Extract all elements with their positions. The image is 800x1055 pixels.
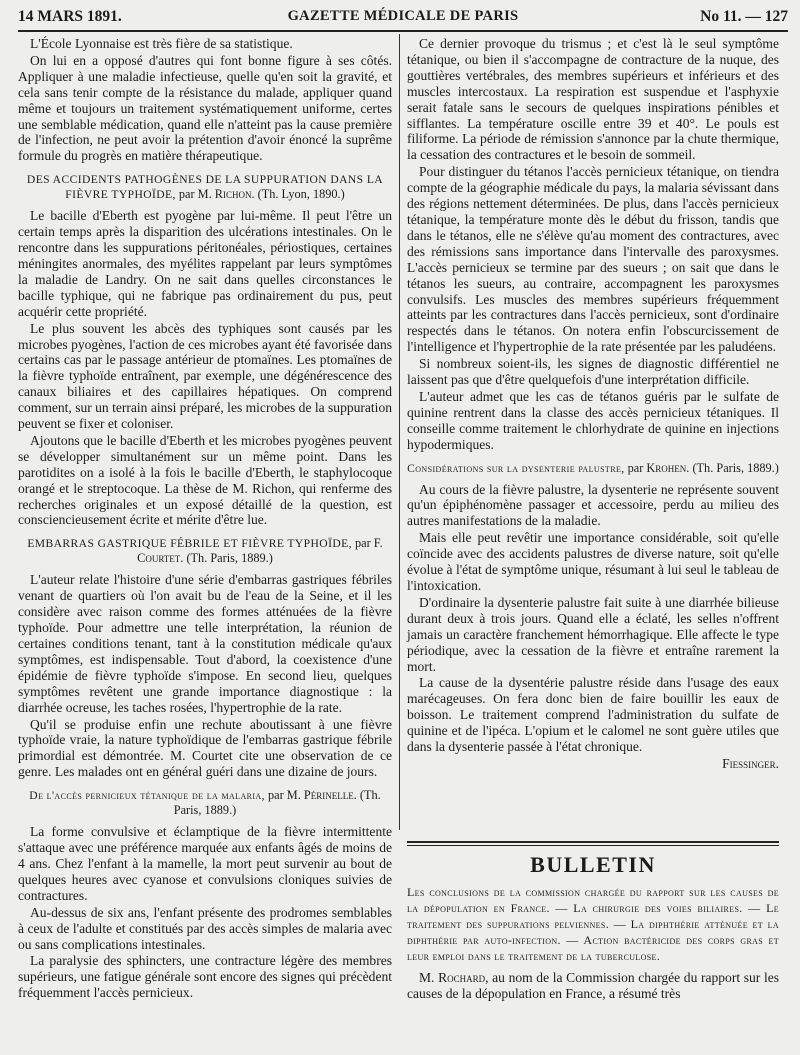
signature-name: Fiessinger. xyxy=(722,755,779,771)
article-paragraph: Ce dernier provoque du trismus ; et c'est là le seul symptôme tétanique, ou bien il s'accompagne de contracture de la nuque, des gouttières vertébrales, des membres supérieurs et inférieurs et des muscles intercostaux. La respiration est suspendue et l'asphyxie serait fatale sans le secours de quelques inspirations pénibles et sifflantes. La température oscille entre 39 et 40°. Le pouls est filiforme. La période de rémission s'annonce par la chute thermique, la cessation des contractures et le besoin de sommeil. xyxy=(407,36,779,163)
article-paragraph: L'auteur relate l'histoire d'une série d'embarras gastriques fébriles venant de quartiers où l'on avait bu de l'eau de la Seine, et il les considère avec raison comme des formes atténuées de la fièvre typhoïde. Pour admettre une telle interprétation, la réunion de certaines conditions tenant, tant à la constitution médicale qu'aux symptômes, est indispensable. Tout d'abord, la coexistence d'une épidémie de fièvre typhoïde s'impose. En second lieu, quelques symptômes revêtent une grande importance diagnostique : la diarrhée ocreuse, les taches rosées, l'hypertrophie de la rate. xyxy=(18,572,392,715)
bulletin-summary: Les conclusions de la commission chargée du rapport sur les causes de la dépopulation en France. — La chirurgie des voies biliaires. — Le traitement des suppurations pelviennes. — La diphthérie atténuée et la diphthérie par auto-infection. — Action bactéricide des corps gras et leur emploi dans le traitement de la tuberculose. xyxy=(407,885,779,963)
article-paragraph: Mais elle peut revêtir une importance considérable, soit qu'elle coïncide avec des accidents palustres de diverse nature, soit qu'elle évolue à l'état de symptôme unique, résumant à lui seul le tableau de l'intoxication. xyxy=(407,530,779,593)
article-reference: (Th. Paris, 1889.) xyxy=(186,551,273,566)
article-author: Périnelle. xyxy=(303,788,357,803)
bulletin-text-body: au nom de la Commission chargée du rapport sur les causes de la dépopulation en France, a résumé très xyxy=(407,970,779,1001)
journal-title: GAZETTE MÉDICALE DE PARIS xyxy=(287,8,519,24)
article-author: Krohen. xyxy=(646,460,690,475)
bulletin-text xyxy=(407,970,779,1002)
article-paragraph: Qu'il se produise enfin une rechute aboutissant à une fièvre typhoïde vraie, la nature typhoïdique de l'embarras gastrique fébrile primordial est démontrée. M. Courtet cite une observation de ce genre. Les malades ont en général guéri dans une dizaine de jours. xyxy=(18,716,392,780)
article-paragraph: L'auteur admet que les cas de tétanos guéris par le sulfate de quinine rentrent dans la classe des accès pernicieux tétaniques. Il conseille comme traitement le chlorhydrate de quinine en injections hypodermiques. xyxy=(407,388,779,452)
bulletin-rule xyxy=(407,841,779,843)
bulletin-section xyxy=(407,852,779,1002)
intro-paragraph: L'École Lyonnaise est très fière de sa statistique. xyxy=(30,36,293,51)
article-reference: (Th. Paris, 1889.) xyxy=(692,460,779,475)
article-title: Considérations sur la dysenterie palustre, xyxy=(407,461,625,475)
article-paragraph: Au cours de la fièvre palustre, la dysenterie ne représente souvent qu'un épiphénomène passager et accessoire, perdu au milieu des autres manifestations de la maladie. xyxy=(407,481,779,529)
article-heading-suppuration xyxy=(18,172,392,202)
author-prefix: par xyxy=(627,460,644,475)
article-title: DES ACCIDENTS PATHOGÈNES DE LA SUPPURATION DANS LA FIÈVRE TYPHOÏDE, xyxy=(26,173,384,202)
article-heading-dysenterie xyxy=(407,461,779,476)
article-paragraph: D'ordinaire la dysenterie palustre fait suite à une diarrhée bilieuse durant deux à trois jours. Quand elle a éclaté, les selles n'offrent jamais un caractère franchement hémorrhagique. Elle affecte le type périodique, avec la cessation de la fièvre et entraîne rarement la mort. xyxy=(407,594,779,674)
left-column xyxy=(18,36,392,1002)
column-divider xyxy=(399,34,400,830)
intro-paragraph: On lui en a opposé d'autres qui font bonne figure à ses côtés. Appliquer à une maladie infectieuse, quelle qu'en soit la gravité, et cela sans tenir compte de la résistance du malade, appliquer quand même et toujours un traitement systématiquement uniforme, certes une semblable médication, quand elle n'atteint pas la cause première de l'infection, ne peut avoir la prétention d'avoir énoncé la suprême formule du progrès en matière thérapeutique. xyxy=(18,52,392,164)
article-paragraph: Au-dessus de six ans, l'enfant présente des prodromes semblables à ceux de l'adulte et constitués par des accès simples de malaria avec ou sans complications intestinales. xyxy=(18,904,392,952)
page-header xyxy=(18,2,788,32)
article-paragraph: Pour distinguer du tétanos l'accès pernicieux tétanique, on tiendra compte de la géographie médicale du pays, la malaria sévissant dans des régions nettement déterminées. De plus, dans l'accès pernicieux tétanique, la température monte dès le début du frisson, tandis que dans le tétanos, elle ne s'élève qu'au moment des contractures, avec des rémissions sans importance dans l'intervalle des paroxysmes. L'accès pernicieux se termine par des sueurs ; on sait que dans le tétanos les sueurs, au contraire, accompagnent les paroxysmes convulsifs. Les muscles des membres supérieurs fréquemment atteints par les contractures dans l'accès pernicieux, sont d'ordinaire respectés dans le tétanos. On notera enfin l'obscurcissement de l'intelligence et l'hypertrophie de la rate présentée par les paludéens. xyxy=(407,164,779,355)
article-paragraph: La paralysie des sphincters, une contracture légère des membres supérieurs, une fatigue générale sont encore des signes qui précèdent fréquemment l'accès pernicieux. xyxy=(18,953,392,1001)
article-paragraph: La cause de la dysentérie palustre réside dans l'usage des eaux marécageuses. On fera donc bien de faire bouillir les eaux de boisson. Le traitement comprend l'administration du sulfate de quinine et de l'ipéca. L'opium et le calomel ne sont guère utiles que dans la dysenterie passée à l'état chronique. xyxy=(407,675,779,755)
author-prefix: par M. xyxy=(178,187,212,202)
article-paragraph: Le bacille d'Eberth est pyogène par lui-même. Il peut l'être un certain temps après la disparition des ulcérations intestinales. On le rencontre dans les suppurations péritonéales, périostiques, certaines méningites anormales, des myélites rappelant par leurs symptômes la maladie de Landry. On ne sait dans quelles circonstances le bacille typhique, qui ne fabrique pas ordinairement du pus, peut acquérir cette propriété. xyxy=(18,208,392,319)
article-author: Courtet. xyxy=(137,551,184,566)
article-reference: (Th. Paris, 1889.) xyxy=(173,788,381,818)
article-author: Richon. xyxy=(214,187,255,202)
bulletin-rule-thin xyxy=(407,845,779,846)
issue-date: 14 MARS 1891. xyxy=(18,8,122,25)
article-paragraph: Le plus souvent les abcès des typhiques sont causés par les microbes pyogènes, l'action de ces microbes ayant été favorisée dans certains cas par le passage antérieur de ptomaïnes. Les ptomaïnes de la fièvre typhoïde entraînent, par exemple, une dégénérescence des canaux biliaires et des capillaires hépatiques. On comprend comment, sur un terrain ainsi préparé, les microbes de la suppuration peuvent se fixer et coloniser. xyxy=(18,320,392,432)
article-reference: (Th. Lyon, 1890.) xyxy=(257,187,345,202)
bulletin-title: BULLETIN xyxy=(530,852,656,877)
author-prefix: par M. xyxy=(267,788,301,803)
article-signature xyxy=(407,756,779,772)
issue-number-page: No 11. — 127 xyxy=(700,8,788,25)
bulletin-author: M. Rochard, xyxy=(419,970,489,985)
article-heading-embarras xyxy=(18,536,392,566)
article-title: EMBARRAS GASTRIQUE FÉBRILE ET FIÈVRE TYPHOÏDE, xyxy=(27,537,352,551)
right-column xyxy=(407,36,779,773)
author-prefix: par F. xyxy=(354,536,383,551)
article-paragraph: Ajoutons que le bacille d'Eberth et les microbes pyogènes peuvent se développer simultanément sur un même point. Dans les parotidites on a isolé à la fois le bacille d'Eberth, le staphylocoque orangé et le streptocoque. La thèse de M. Richon, qui renferme des recherches originales et un exposé détaillé de la question, est consciencieusement écrite et mérite d'être lue. xyxy=(18,432,392,528)
article-paragraph: Si nombreux soient-ils, les signes de diagnostic différentiel ne laissent pas que d'être quelquefois d'une interprétation difficile. xyxy=(407,356,779,388)
article-paragraph: La forme convulsive et éclamptique de la fièvre intermittente s'attaque avec une préférence marquée aux enfants âgés de moins de 4 ans. Chez l'enfant à la mamelle, la mort peut survenir au bout de quelques heures avec cyanose et convulsions cloniques suivies de contractures. xyxy=(18,824,392,903)
article-heading-acces-pernicieux xyxy=(18,788,392,818)
article-title: De l'accès pernicieux tétanique de la malaria, xyxy=(29,789,265,803)
